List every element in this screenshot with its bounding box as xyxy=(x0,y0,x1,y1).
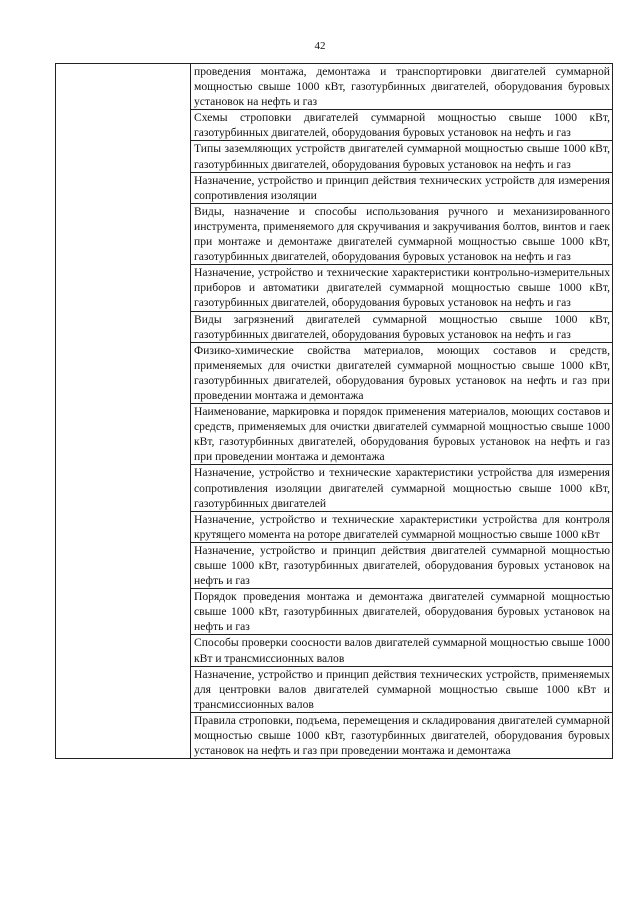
table-cell xyxy=(191,589,613,635)
table-cell xyxy=(191,203,613,264)
table-cell xyxy=(191,666,613,712)
table-cell xyxy=(191,141,613,172)
cell-text: Типы заземляющих устройств двигателей суммарной мощностью свыше 1000 кВт, газотурбинных двигателей, оборудования буровых установок на нефть и газ xyxy=(194,142,610,171)
cell-text: Назначение, устройство и технические характеристики контрольно-измерительных приборов и автоматики двигателей суммарной мощностью свыше 1000 кВт, газотурбинных двигателей, оборудования буровых установок на нефть и газ xyxy=(194,266,610,310)
table-cell xyxy=(191,465,613,511)
table-cell xyxy=(191,64,613,110)
cell-text: Порядок проведения монтажа и демонтажа двигателей суммарной мощностью свыше 1000 кВт, газотурбинных двигателей, оборудования буровых установок на нефть и газ xyxy=(194,590,610,634)
left-column-cell xyxy=(56,64,191,759)
page-number: 42 xyxy=(314,40,326,52)
table-cell xyxy=(191,172,613,203)
cell-text: Физико-химические свойства материалов, моющих составов и средств, применяемых для очистки двигателей суммарной мощностью свыше 1000 кВт, газотурбинных двигателей, оборудования буровых установок на нефть и газ при проведении монтажа и демонтажа xyxy=(194,343,610,402)
cell-text: Назначение, устройство и принцип действия технических устройств, применяемых для центровки валов двигателей суммарной мощностью свыше 1000 кВт и трансмиссионных валов xyxy=(194,667,610,711)
requirements-table xyxy=(55,63,613,759)
table-cell xyxy=(191,542,613,588)
cell-text: Способы проверки соосности валов двигателей суммарной мощностью свыше 1000 кВт и трансмиссионных валов xyxy=(194,636,610,665)
cell-text: Назначение, устройство и технические характеристики устройства для измерения сопротивления изоляции двигателей суммарной мощностью свыше 1000 кВт, газотурбинных двигателей xyxy=(194,466,610,510)
cell-text: Назначение, устройство и принцип действия технических устройств для измерения сопротивления изоляции xyxy=(194,173,610,202)
cell-text: Наименование, маркировка и порядок применения материалов, моющих составов и средств, применяемых для очистки двигателей суммарной мощностью свыше 1000 кВт, газотурбинных двигателей, оборудования буровых установок на нефть и газ при проведении монтажа и демонтажа xyxy=(194,405,610,464)
table-cell xyxy=(191,635,613,666)
table-cell xyxy=(191,311,613,342)
table-cell xyxy=(191,342,613,403)
cell-text: Виды, назначение и способы использования ручного и механизированного инструмента, применяемого для скручивания и закручивания болтов, винтов и гаек при монтаже и демонтаже двигателей суммарной мощностью свыше 1000 кВт, газотурбинных двигателей, оборудования буровых установок на нефть и газ xyxy=(194,204,610,264)
table-cell xyxy=(191,712,613,758)
table-cell xyxy=(191,511,613,542)
table-cell xyxy=(191,404,613,465)
cell-text: проведения монтажа, демонтажа и транспортировки двигателей суммарной мощностью свыше 1000 кВт, газотурбинных двигателей, оборудования буровых установок на нефть и газ xyxy=(194,65,610,109)
cell-text: Виды загрязнений двигателей суммарной мощностью свыше 1000 кВт, газотурбинных двигателей, оборудования буровых установок на нефть и газ xyxy=(194,312,610,341)
table-row xyxy=(56,64,613,110)
cell-text: Назначение, устройство и технические характеристики устройства для контроля крутящего момента на роторе двигателей суммарной мощностью свыше 1000 кВт xyxy=(194,512,610,541)
table-cell xyxy=(191,110,613,141)
cell-text: Назначение, устройство и принцип действия двигателей суммарной мощностью свыше 1000 кВт, газотурбинных двигателей, оборудования буровых установок на нефть и газ xyxy=(194,543,610,588)
cell-text: Схемы строповки двигателей суммарной мощностью свыше 1000 кВт, газотурбинных двигателей, оборудования буровых установок на нефть и газ xyxy=(194,111,610,140)
table-cell xyxy=(191,265,613,311)
cell-text: Правила строповки, подъема, перемещения и складирования двигателей суммарной мощностью свыше 1000 кВт, газотурбинных двигателей, оборудования буровых установок на нефть и газ при проведении монтажа и демонтажа xyxy=(194,713,610,758)
